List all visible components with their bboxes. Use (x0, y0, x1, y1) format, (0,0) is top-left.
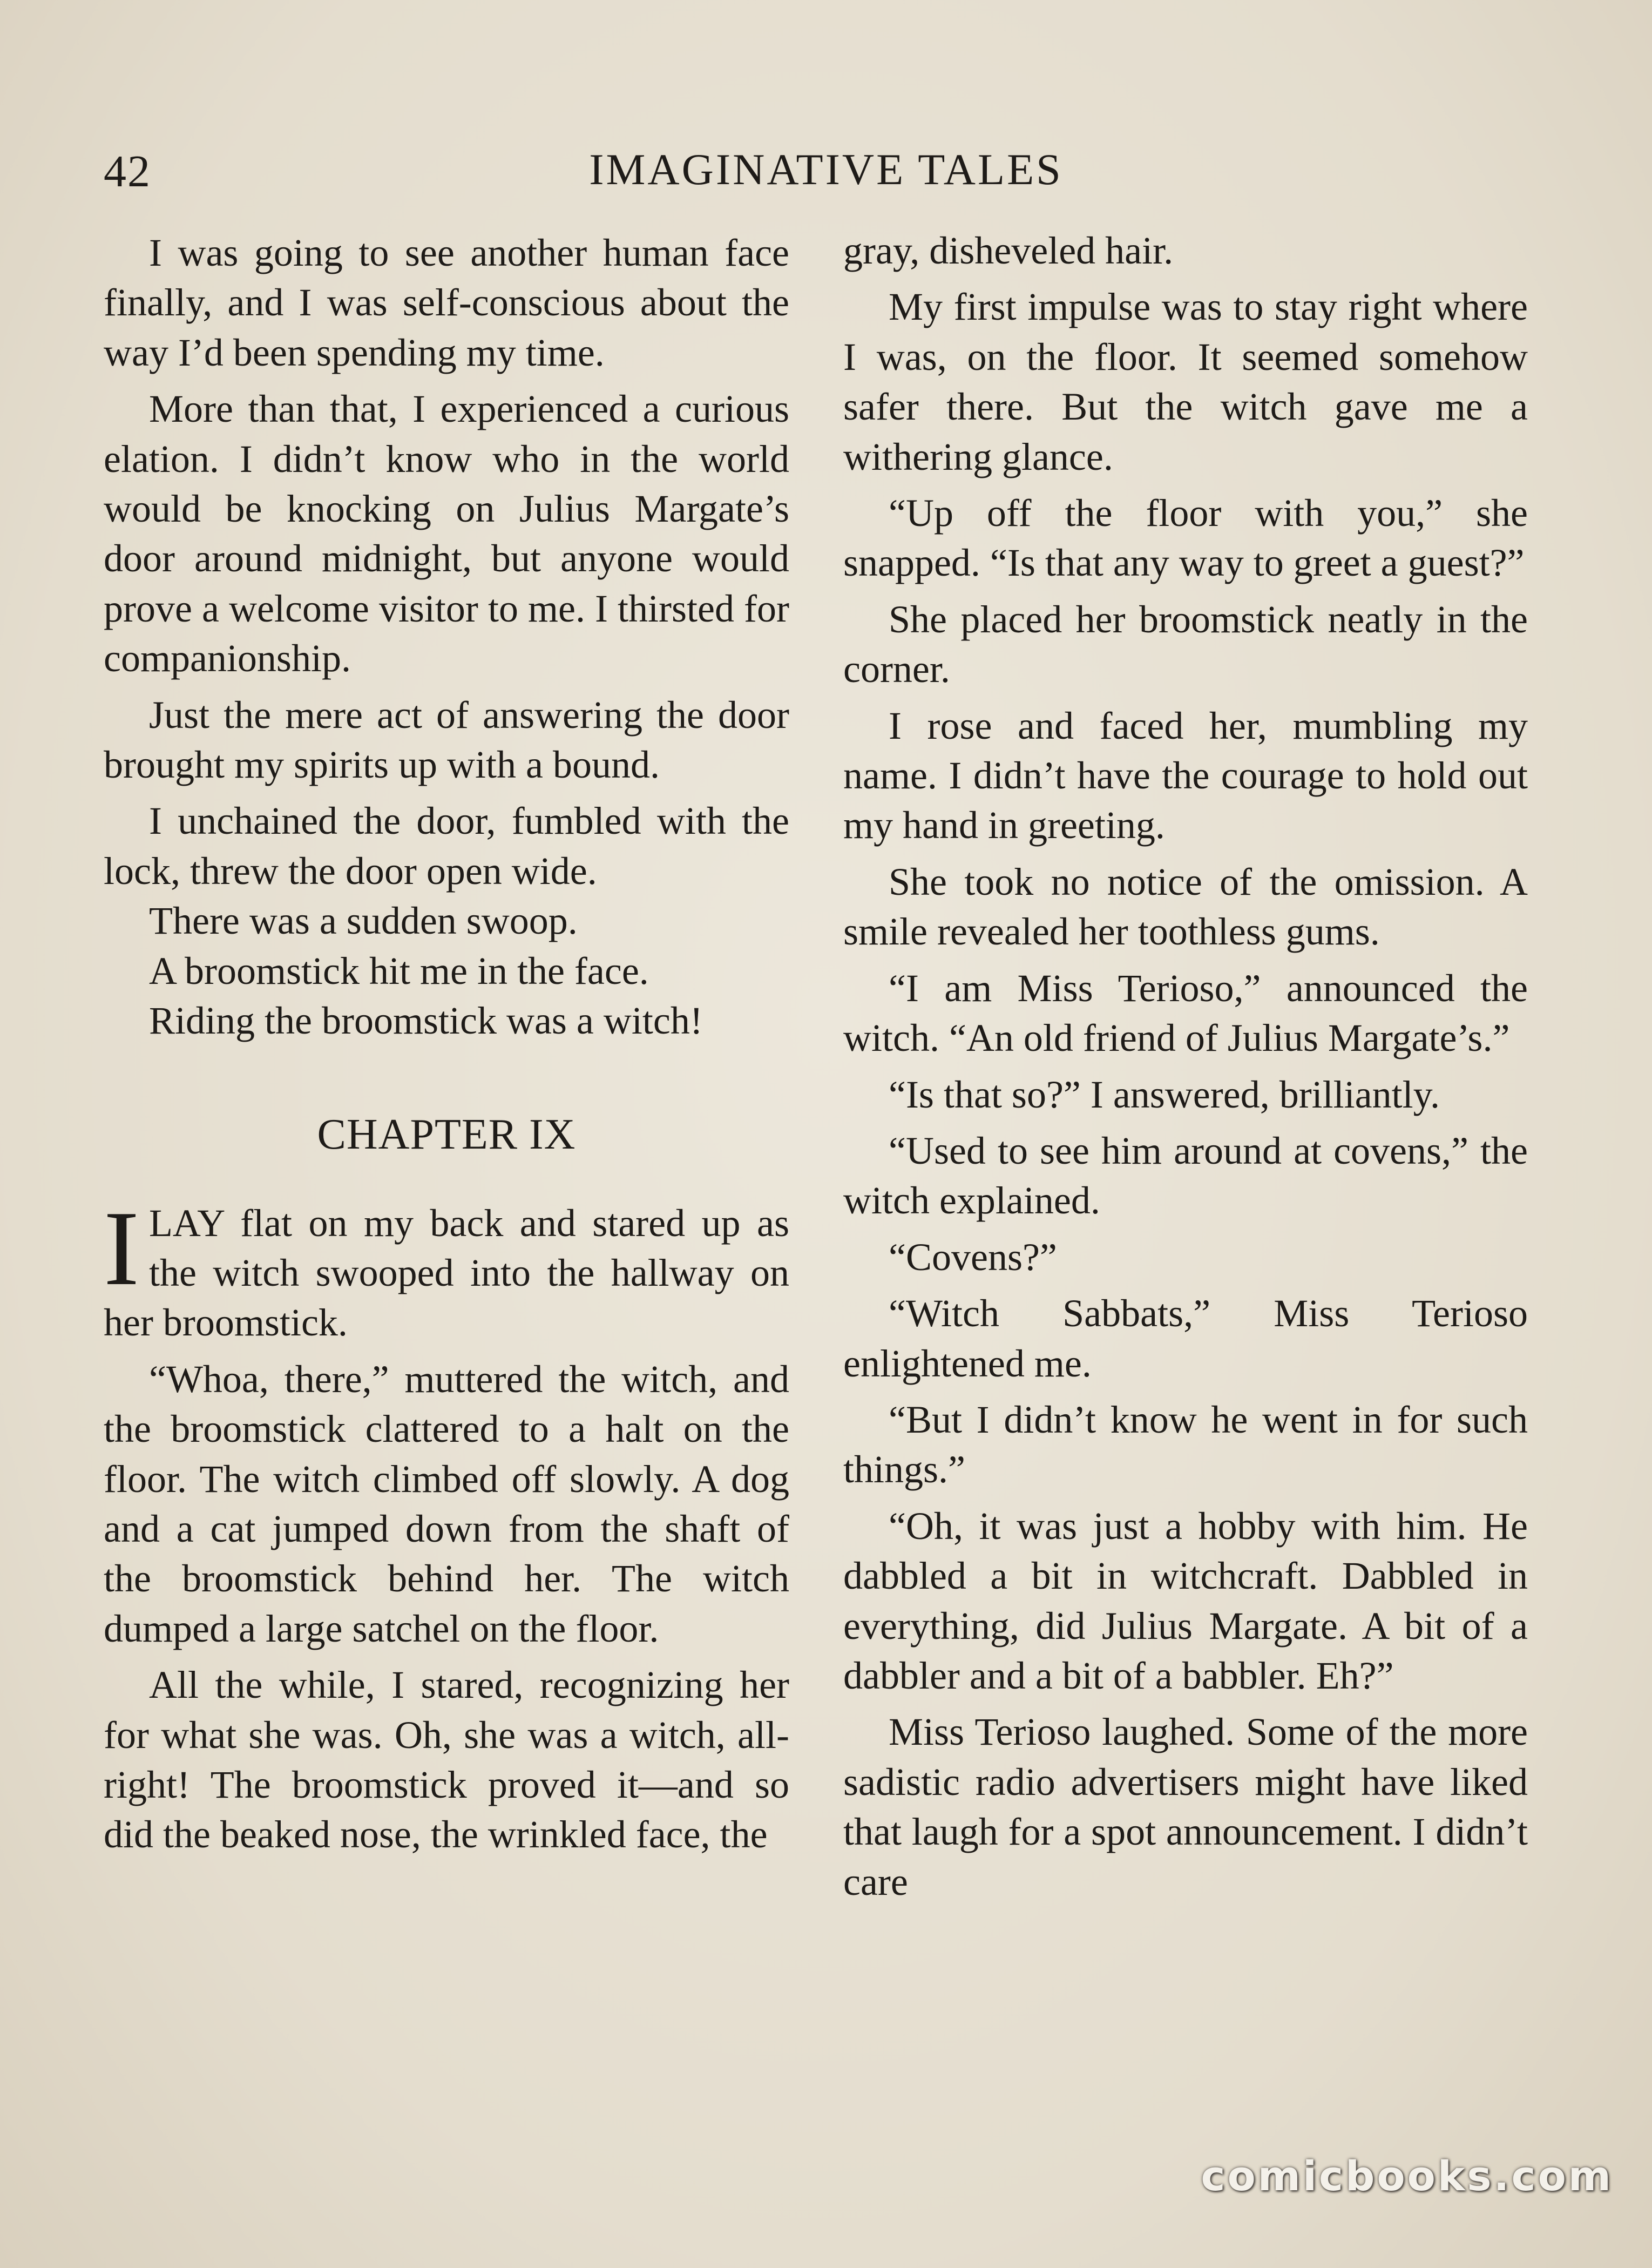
paragraph: All the while, I stared, recognizing her for what she was. Oh, she was a witch, all-right! The broomstick proved it—and so did the beaked nose, the wrinkled face, the (104, 1663, 789, 1857)
paragraph: Riding the broomstick was a witch! (149, 999, 703, 1043)
paragraph: “Covens?” (889, 1235, 1057, 1279)
page-number: 42 (104, 146, 151, 197)
paragraph: “Is that so?” I answered, brilliantly. (889, 1072, 1440, 1116)
paragraph: “I am Miss Terioso,” announced the witch. “An old friend of Julius Margate’s.” (843, 966, 1528, 1060)
site-watermark: comicbooks.com (1201, 2152, 1613, 2200)
paragraph: “Whoa, there,” muttered the witch, and the broomstick clattered to a halt on the floor. The witch climbed off slowly. A dog and a cat jumped down from the shaft of the broomstick behind her. The witch dumped a large satchel on the floor. (104, 1357, 789, 1650)
paragraph: “But I didn’t know he went in for such things.” (843, 1398, 1528, 1491)
paragraph: I rose and faced her, mumbling my name. I didn’t have the courage to hold out my hand in greeting. (843, 704, 1528, 847)
opening-text: LAY flat on my back and stared up as the witch swooped into the hallway on her broomstick. (104, 1201, 789, 1345)
left-column (104, 221, 789, 1860)
right-column (843, 226, 1528, 1907)
paragraph: My first impulse was to stay right where I was, on the floor. It seemed somehow safer there. But the witch gave me a withering glance. (843, 285, 1528, 478)
paragraph: Miss Terioso laughed. Some of the more sadistic radio advertisers might have liked that laugh for a spot announcement. I didn’t care (843, 1710, 1528, 1904)
paragraph: “Witch Sabbats,” Miss Terioso enlightened me. (843, 1292, 1528, 1385)
chapter-opening-paragraph (104, 1189, 789, 1348)
continued-paragraph: gray, disheveled hair. (843, 229, 1174, 272)
drop-cap: I (104, 1189, 139, 1307)
paragraph: “Up off the floor with you,” she snapped. “Is that any way to greet a guest?” (843, 491, 1528, 585)
paragraph: She placed her broomstick neatly in the corner. (843, 597, 1528, 691)
paragraph: More than that, I experienced a curious elation. I didn’t know who in the world would be knocking on Julius Margate’s door around midnight, but anyone would prove a welcome visitor to me. I thirsted for companionship. (104, 387, 789, 680)
paragraph: There was a sudden swoop. (149, 899, 578, 943)
paragraph: I was going to see another human face finally, and I was self-conscious about the way I’d been spending my time. (104, 231, 789, 374)
paragraph: I unchained the door, fumbled with the lock, threw the door open wide. (104, 799, 789, 893)
chapter-heading: CHAPTER IX (317, 1110, 576, 1158)
running-title: IMAGINATIVE TALES (589, 145, 1063, 194)
paragraph: A broomstick hit me in the face. (149, 949, 649, 993)
paragraph: “Oh, it was just a hobby with him. He dabbled a bit in witchcraft. Dabbled in everything, did Julius Margate. A bit of a dabbler and a bit of a babbler. Eh?” (843, 1504, 1528, 1697)
paragraph: “Used to see him around at covens,” the witch explained. (843, 1129, 1528, 1223)
paragraph: She took no notice of the omission. A smile revealed her toothless gums. (843, 860, 1528, 954)
paragraph: Just the mere act of answering the door brought my spirits up with a bound. (104, 693, 789, 787)
